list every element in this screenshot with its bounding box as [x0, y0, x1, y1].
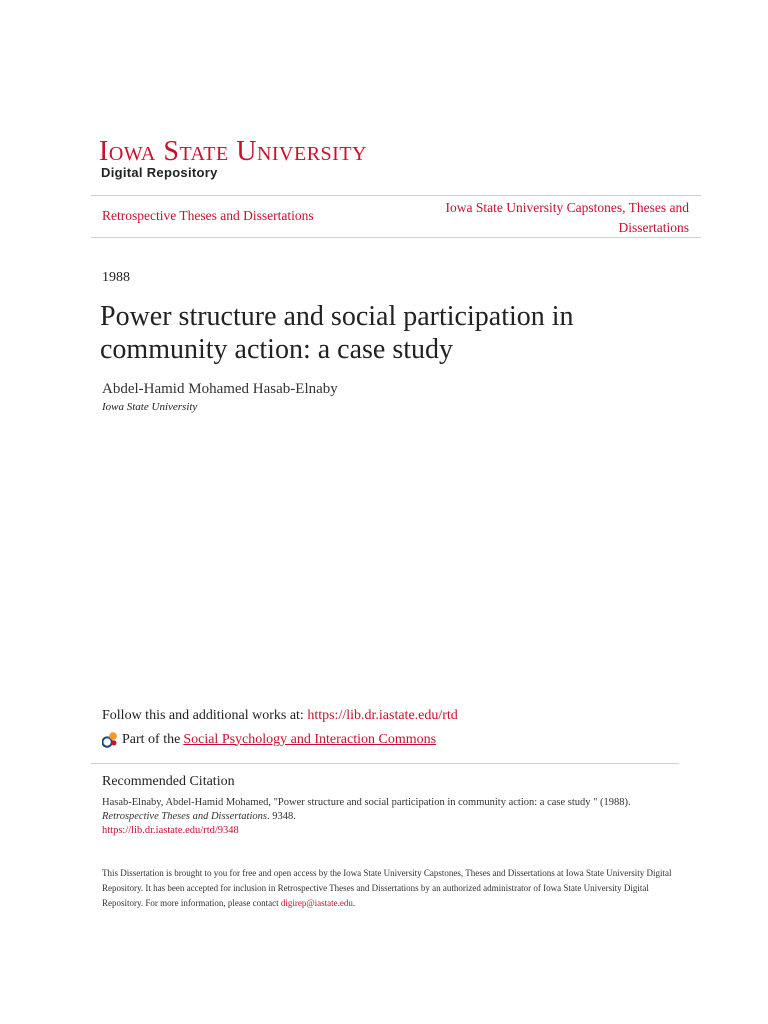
collection-link[interactable]: Retrospective Theses and Dissertations [102, 208, 314, 223]
repository-subtitle: Digital Repository [101, 165, 218, 180]
top-divider [91, 195, 701, 196]
citation-heading: Recommended Citation [102, 774, 235, 789]
commons-link[interactable]: Social Psychology and Interaction Commons [183, 731, 437, 747]
author-name: Abdel-Hamid Mohamed Hasab-Elnaby [102, 381, 338, 397]
citation-url-link[interactable]: https://lib.dr.iastate.edu/rtd/9348 [102, 825, 239, 836]
part-of-prefix: Part of the [122, 731, 181, 747]
citation-divider [91, 763, 679, 764]
part-of-line [102, 731, 436, 748]
network-commons-icon [102, 731, 119, 748]
footer-notice [102, 866, 682, 911]
nav-divider [91, 237, 701, 238]
citation-series-line [102, 810, 702, 824]
footer-end: . [352, 898, 356, 908]
citation-number: . 9348. [266, 811, 296, 822]
citation-series: Retrospective Theses and Dissertations [102, 811, 267, 822]
publication-year: 1988 [102, 270, 130, 285]
follow-url-link[interactable]: https://lib.dr.iastate.edu/rtd [307, 708, 458, 723]
parent-collection-link[interactable]: Iowa State University Capstones, Theses and Dissertations [445, 200, 689, 235]
university-logo-text: Iowa State University [99, 136, 367, 167]
author-affiliation: Iowa State University [102, 401, 198, 413]
follow-prefix: Follow this and additional works at: [102, 708, 308, 723]
follow-line [102, 708, 458, 724]
citation-text: Hasab-Elnaby, Abdel-Hamid Mohamed, "Power structure and social participation in community action: a case study " (1988). [102, 797, 631, 808]
contact-email-link[interactable]: digirep@iastate.edu [280, 898, 353, 908]
document-title: Power structure and social participation in community action: a case study [100, 301, 574, 365]
citation-body [102, 796, 702, 838]
footer-text: This Dissertation is brought to you for free and open access by the Iowa State University Capstones, Theses and Dissertations at Iowa State University Digital Repository. It has been accepted for inclusion in Retrospective Theses and Dissertations by an authorized administrator of Iowa State University Digital Repository. For more information, please contact [102, 868, 672, 908]
